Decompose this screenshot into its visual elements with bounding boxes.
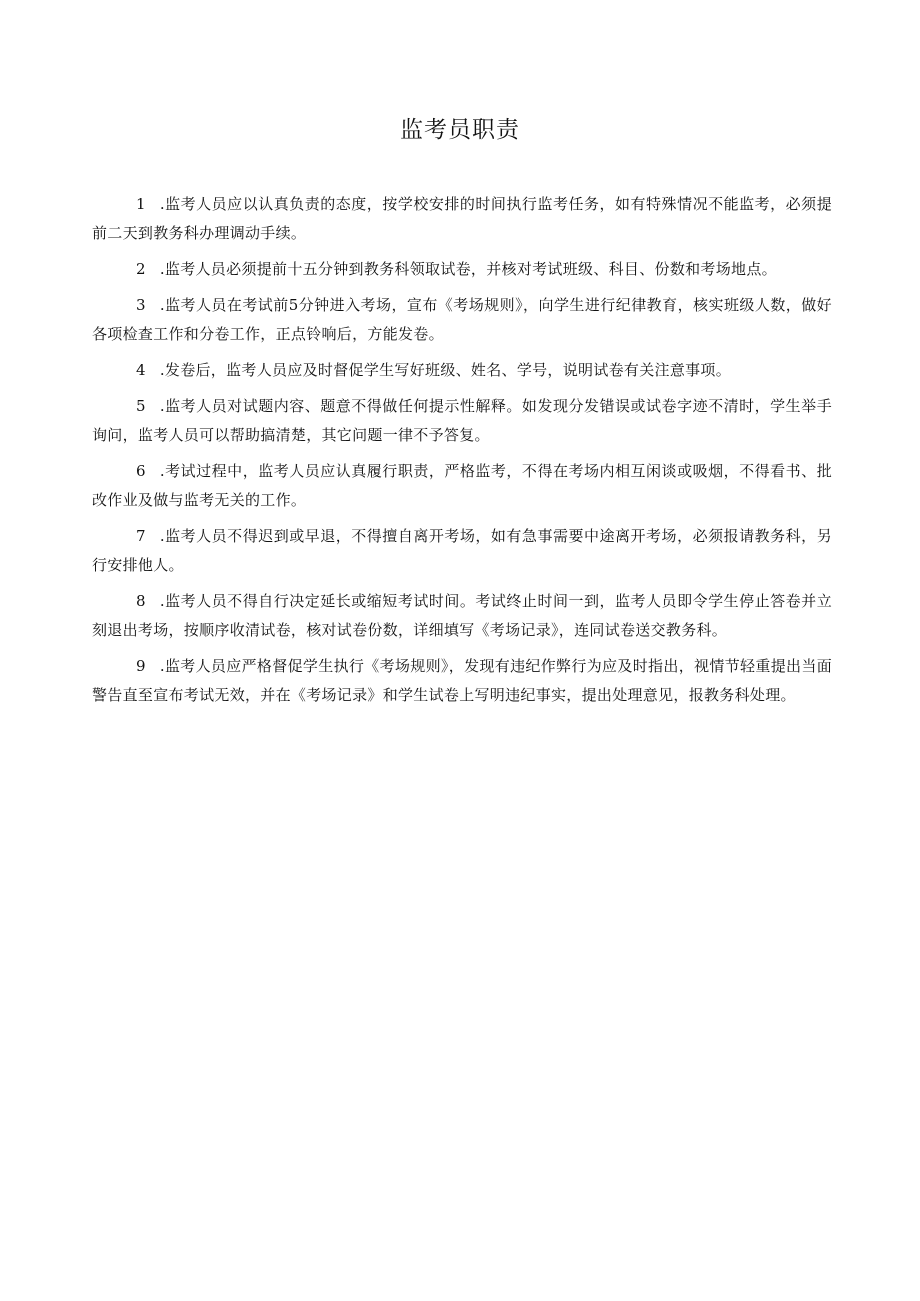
duty-text: .监考人员应严格督促学生执行《考场规则》，发现有违纪作弊行为应及时指出，视情节轻重提出当面警告直至宣布考试无效，并在《考场记录》和学生试卷上写明违纪事实，提出处理意见，报教务科处理。 xyxy=(92,657,832,704)
duty-item-3 xyxy=(92,291,832,349)
duty-text: .发卷后，监考人员应及时督促学生写好班级、姓名、学号，说明试卷有关注意事项。 xyxy=(159,361,732,379)
duty-item-2 xyxy=(92,255,832,284)
duty-text: .监考人员应以认真负责的态度，按学校安排的时间执行监考任务，如有特殊情况不能监考，必须提前二天到教务科办理调动手续。 xyxy=(92,195,832,242)
duty-number: 2 xyxy=(136,260,146,278)
duties-list xyxy=(92,190,832,717)
duty-text: .监考人员在考试前5分钟进入考场，宣布《考场规则》，向学生进行纪律教育，核实班级人数，做好各项检查工作和分卷工作，正点铃响后，方能发卷。 xyxy=(92,296,832,343)
duty-number: 6 xyxy=(136,462,146,480)
duty-text: .考试过程中，监考人员应认真履行职责，严格监考，不得在考场内相互闲谈或吸烟，不得看书、批改作业及做与监考无关的工作。 xyxy=(92,462,832,509)
duty-item-7 xyxy=(92,522,832,580)
duty-item-8 xyxy=(92,587,832,645)
duty-text: .监考人员必须提前十五分钟到教务科领取试卷，并核对考试班级、科目、份数和考场地点。 xyxy=(159,260,777,278)
duty-number: 8 xyxy=(136,592,146,610)
duty-text: .监考人员不得自行决定延长或缩短考试时间。考试终止时间一到，监考人员即令学生停止答卷并立刻退出考场，按顺序收清试卷，核对试卷份数，详细填写《考场记录》，连同试卷送交教务科。 xyxy=(92,592,832,639)
duty-number: 1 xyxy=(136,195,146,213)
duty-number: 5 xyxy=(136,397,146,415)
duty-item-5 xyxy=(92,392,832,450)
duty-text: .监考人员不得迟到或早退，不得擅自离开考场，如有急事需要中途离开考场，必须报请教务科，另行安排他人。 xyxy=(92,527,832,574)
duty-item-6 xyxy=(92,457,832,515)
duty-item-9 xyxy=(92,652,832,710)
document-title: 监考员职责 xyxy=(400,117,520,143)
duty-number: 3 xyxy=(136,296,146,314)
duty-item-4 xyxy=(92,356,832,385)
duty-item-1 xyxy=(92,190,832,248)
duty-number: 7 xyxy=(136,527,146,545)
duty-number: 4 xyxy=(136,361,146,379)
duty-text: .监考人员对试题内容、题意不得做任何提示性解释。如发现分发错误或试卷字迹不清时，学生举手询问，监考人员可以帮助搞清楚，其它问题一律不予答复。 xyxy=(92,397,832,444)
duty-number: 9 xyxy=(136,657,146,675)
